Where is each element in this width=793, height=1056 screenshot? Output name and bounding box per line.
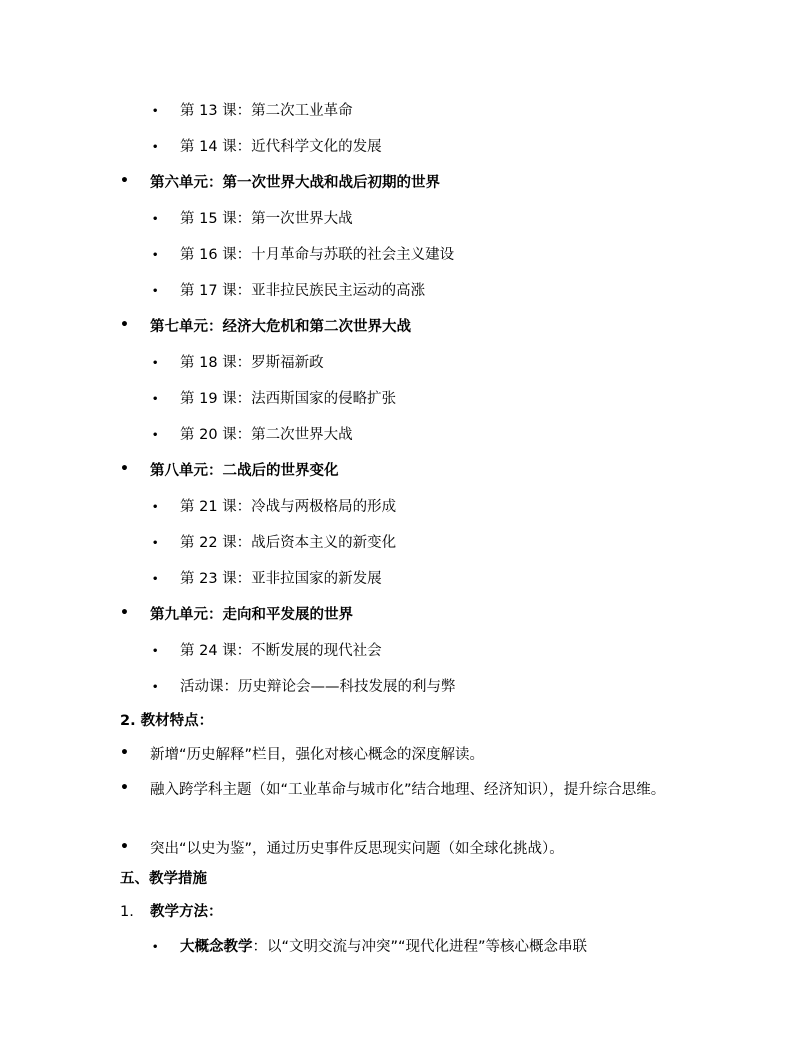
sub-bullet: • — [152, 214, 159, 225]
big-concept-text: ：以“文明交流与冲突”“现代化进程”等核心概念串联 — [252, 939, 588, 955]
lesson-20: 第 20 课：第二次世界大战 — [180, 427, 353, 443]
sub-bullet: • — [152, 286, 159, 297]
unit-bullet: • — [120, 317, 129, 333]
sub-bullet: • — [152, 430, 159, 441]
feature-bullet: • — [120, 780, 129, 796]
sub-bullet: • — [152, 538, 159, 549]
sub-bullet: • — [152, 502, 159, 513]
unit-6-heading: 第六单元：第一次世界大战和战后初期的世界 — [150, 175, 440, 191]
sub-bullet: • — [152, 574, 159, 585]
feature-3: 突出“以史为鉴”，通过历史事件反思现实问题（如全球化挑战）。 — [150, 841, 564, 857]
unit-9-heading: 第九单元：走向和平发展的世界 — [150, 607, 353, 623]
lesson-15: 第 15 课：第一次世界大战 — [180, 211, 353, 227]
feature-bullet: • — [120, 745, 129, 761]
method-number: 1. — [120, 904, 134, 920]
lesson-24: 第 24 课：不断发展的现代社会 — [180, 643, 382, 659]
sub-bullet: • — [152, 394, 159, 405]
sub-bullet: • — [152, 646, 159, 657]
section-2-heading: 2. 教材特点： — [120, 713, 214, 729]
feature-2: 融入跨学科主题（如“工业革命与城市化”结合地理、经济知识），提升综合思维。 — [150, 782, 666, 798]
unit-8-heading: 第八单元：二战后的世界变化 — [150, 463, 339, 479]
lesson-17: 第 17 课：亚非拉民族民主运动的高涨 — [180, 283, 426, 299]
lesson-21: 第 21 课：冷战与两极格局的形成 — [180, 499, 397, 515]
sub-bullet: • — [152, 106, 159, 117]
sub-bullet: • — [152, 142, 159, 153]
unit-bullet: • — [120, 605, 129, 621]
lesson-18: 第 18 课：罗斯福新政 — [180, 355, 324, 371]
activity-lesson: 活动课：历史辩论会——科技发展的利与弊 — [180, 679, 456, 695]
big-concept-line — [180, 938, 587, 956]
lesson-23: 第 23 课：亚非拉国家的新发展 — [180, 571, 382, 587]
unit-7-heading: 第七单元：经济大危机和第二次世界大战 — [150, 319, 411, 335]
section-5-heading: 五、教学措施 — [120, 871, 207, 887]
sub-bullet: • — [152, 358, 159, 369]
sub-bullet: • — [152, 250, 159, 261]
method-heading: 教学方法： — [150, 904, 223, 920]
lesson-13: 第 13 课：第二次工业革命 — [180, 103, 353, 119]
lesson-16: 第 16 课：十月革命与苏联的社会主义建设 — [180, 247, 455, 263]
sub-bullet: • — [152, 942, 159, 953]
unit-bullet: • — [120, 173, 129, 189]
lesson-14: 第 14 课：近代科学文化的发展 — [180, 139, 382, 155]
lesson-19: 第 19 课：法西斯国家的侵略扩张 — [180, 391, 397, 407]
feature-bullet: • — [120, 839, 129, 855]
sub-bullet: • — [152, 682, 159, 693]
lesson-22: 第 22 课：战后资本主义的新变化 — [180, 535, 397, 551]
big-concept-label: 大概念教学 — [180, 939, 253, 955]
unit-bullet: • — [120, 461, 129, 477]
feature-1: 新增“历史解释”栏目，强化对核心概念的深度解读。 — [150, 747, 485, 763]
